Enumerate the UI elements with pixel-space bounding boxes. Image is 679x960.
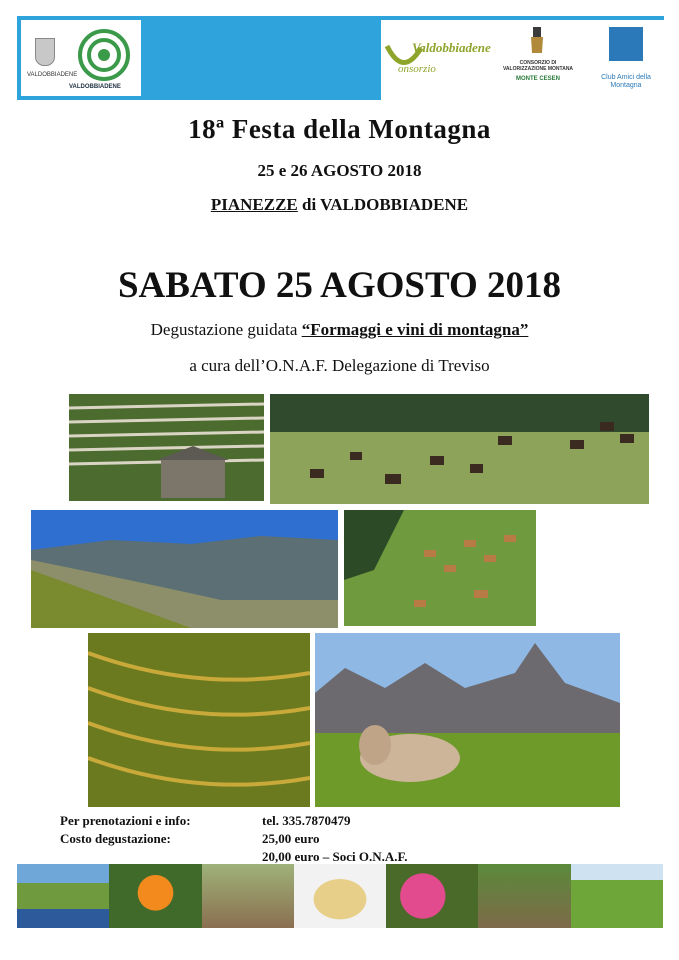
strip-photo-green-hills	[571, 864, 663, 928]
photo-cow-dolomites	[315, 633, 620, 807]
cesen-bell-icon	[530, 27, 544, 55]
cost-label: Costo degustazione:	[60, 831, 171, 846]
strip-photo-cows-stream	[478, 864, 570, 928]
price-members: 20,00 euro – Soci O.N.A.F.	[262, 849, 408, 864]
strip-photo-horse-riders	[202, 864, 294, 928]
photo-cows-hillside	[344, 510, 536, 626]
consorzio-bottom-text: onsorzio	[398, 63, 436, 75]
comune-label: VALDOBBIADENE	[27, 72, 78, 78]
booking-phone: tel. 335.7870479	[262, 813, 351, 828]
spiral-logo-icon	[77, 28, 131, 82]
location-rest: di VALDOBBIADENE	[297, 195, 469, 214]
strip-photo-rhododendron	[386, 864, 478, 928]
strip-photo-lake	[17, 864, 109, 928]
comune-crest-icon	[35, 38, 55, 66]
photo-cows-grazing	[270, 394, 649, 504]
event-dates: 25 e 26 AGOSTO 2018	[257, 161, 422, 180]
event-organizer: a cura dell’O.N.A.F. Delegazione di Treviso	[189, 356, 490, 375]
strip-photo-cheese	[294, 864, 386, 928]
event-location	[0, 195, 679, 215]
header-bar	[17, 16, 664, 100]
comune-logo-card	[21, 20, 141, 96]
cesen-name: MONTE CESEN	[515, 76, 560, 82]
event-name: “Formaggi e vini di montagna”	[301, 320, 529, 339]
club-flower-icon	[609, 27, 643, 61]
consorzio-top-text: Valdobbiadene	[412, 40, 491, 55]
page-title: 18ª Festa della Montagna	[188, 114, 491, 144]
photo-terraced-vineyard-hut	[69, 394, 264, 501]
spiral-logo-label: VALDOBBIADENE	[69, 84, 121, 90]
strip-photo-lily	[109, 864, 201, 928]
price-full: 25,00 euro	[262, 831, 320, 846]
club-label: Club Amici della Montagna	[601, 74, 651, 89]
photo-autumn-vineyard	[88, 633, 310, 807]
cesen-label: CONSORZIO DI VALORIZZAZIONE MONTANA	[502, 60, 574, 72]
day-heading: SABATO 25 AGOSTO 2018	[117, 265, 562, 306]
bottom-photo-strip	[17, 864, 663, 928]
event-description	[0, 320, 679, 340]
booking-label: Per prenotazioni e info:	[60, 813, 191, 828]
photo-valley-vineyards	[31, 510, 338, 628]
event-prefix: Degustazione guidata	[150, 320, 302, 339]
location-place: PIANEZZE	[210, 195, 298, 214]
